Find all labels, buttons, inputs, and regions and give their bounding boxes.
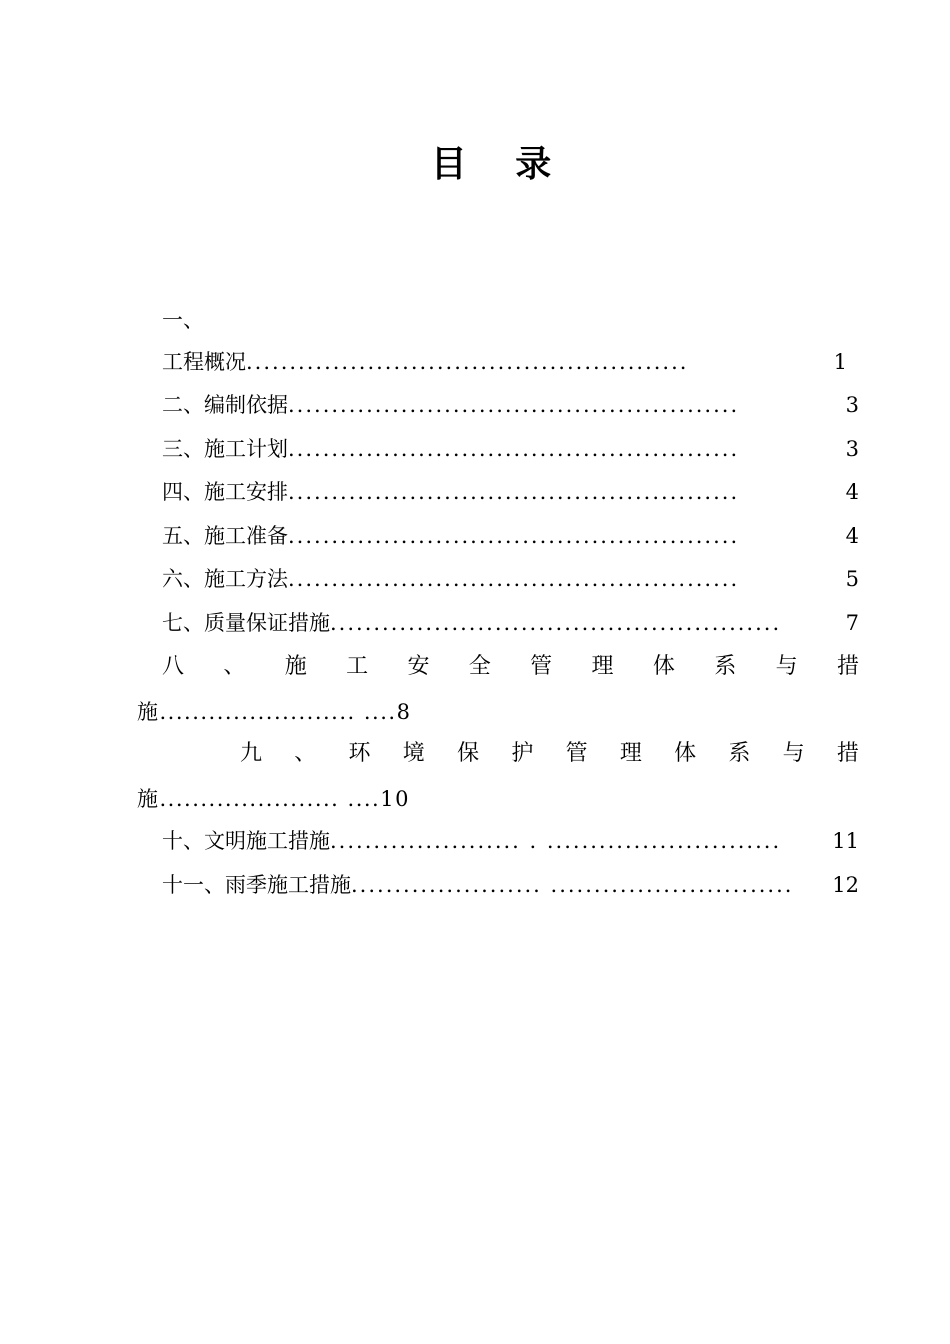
- toc-leader-dots: ....................................................: [288, 437, 740, 461]
- toc-item-9-char: 与: [782, 741, 805, 766]
- toc-item-3[interactable]: [162, 434, 859, 464]
- toc-page-number: 1: [833, 350, 847, 374]
- toc-page-number: 3: [845, 393, 859, 417]
- toc-item-9-char: 、: [294, 741, 317, 766]
- toc-item-8[interactable]: [162, 652, 859, 682]
- toc-item-9-char: 理: [619, 741, 642, 766]
- toc-page-number: 11: [832, 829, 859, 853]
- page-title: 目 录: [430, 144, 570, 185]
- toc-item-8-char: 措: [836, 654, 859, 679]
- toc-leader-dots: ...................................................: [246, 350, 689, 374]
- toc-item-9-char: 体: [674, 741, 697, 766]
- toc-page-number: 4: [845, 524, 859, 548]
- toc-item-5[interactable]: [162, 521, 859, 551]
- toc-item-8-char: 八: [162, 654, 185, 679]
- toc-item-8-char: 理: [591, 654, 614, 679]
- toc-item-label: 二、编制依据: [162, 393, 288, 417]
- toc-item-8-char: 安: [407, 654, 430, 679]
- toc-page-number: 3: [845, 437, 859, 461]
- toc-page-number: 12: [832, 873, 859, 897]
- toc-item-8-char: 全: [468, 654, 491, 679]
- toc-item-label: 工程概况: [162, 350, 246, 374]
- toc-item-label: 七、质量保证措施: [162, 611, 330, 635]
- toc-item-2[interactable]: [162, 390, 859, 420]
- toc-leader-dots: ....................................................: [288, 480, 740, 504]
- toc-leader-dots: ...................... ............................: [351, 873, 794, 897]
- toc-item-label: 十一、雨季施工措施: [162, 873, 351, 897]
- toc-page-number: 7: [845, 611, 859, 635]
- toc-item-4[interactable]: [162, 477, 859, 507]
- toc-item-9-char: 九: [240, 741, 263, 766]
- toc-item-8-char: 、: [223, 654, 246, 679]
- toc-item-8-char: 系: [714, 654, 737, 679]
- toc-item-11[interactable]: [162, 870, 859, 900]
- toc-leader-dots: ...................... . ...........................: [330, 829, 782, 853]
- toc-leader-dots: ....................................................: [288, 567, 740, 591]
- toc-item-8-char: 与: [775, 654, 798, 679]
- toc-item-9-char: 境: [402, 741, 425, 766]
- toc-leader-dots: ....................................................: [288, 524, 740, 548]
- toc-item-label: 六、施工方法: [162, 567, 288, 591]
- toc-item-8-char: 体: [652, 654, 675, 679]
- toc-item-9-char: 保: [457, 741, 480, 766]
- toc-item-10[interactable]: [162, 826, 859, 856]
- toc-item-9-char: 环: [348, 741, 371, 766]
- toc-item-1-number[interactable]: 一、: [162, 308, 204, 332]
- toc-leader-dots: ....................................................: [330, 611, 782, 635]
- toc-item-label: 十、文明施工措施: [162, 829, 330, 853]
- toc-item-1[interactable]: [162, 347, 847, 377]
- toc-item-label: 三、施工计划: [162, 437, 288, 461]
- toc-item-7[interactable]: [162, 608, 859, 638]
- toc-item-9-char: 管: [565, 741, 588, 766]
- toc-item-8-char: 施: [284, 654, 307, 679]
- toc-item-9-continuation[interactable]: 施...................... ....10: [137, 787, 410, 811]
- toc-item-9-char: 护: [511, 741, 534, 766]
- toc-page-number: 4: [845, 480, 859, 504]
- toc-item-8-char: 工: [346, 654, 369, 679]
- toc-item-8-char: 管: [530, 654, 553, 679]
- toc-item-label: 五、施工准备: [162, 524, 288, 548]
- toc-leader-dots: ....................................................: [288, 393, 740, 417]
- toc-item-8-continuation[interactable]: 施........................ ....8: [137, 700, 412, 724]
- toc-item-9[interactable]: [240, 739, 859, 769]
- toc-item-label: 四、施工安排: [162, 480, 288, 504]
- toc-item-9-char: 系: [728, 741, 751, 766]
- toc-page-number: 5: [845, 567, 859, 591]
- toc-item-6[interactable]: [162, 564, 859, 594]
- toc-item-9-char: 措: [836, 741, 859, 766]
